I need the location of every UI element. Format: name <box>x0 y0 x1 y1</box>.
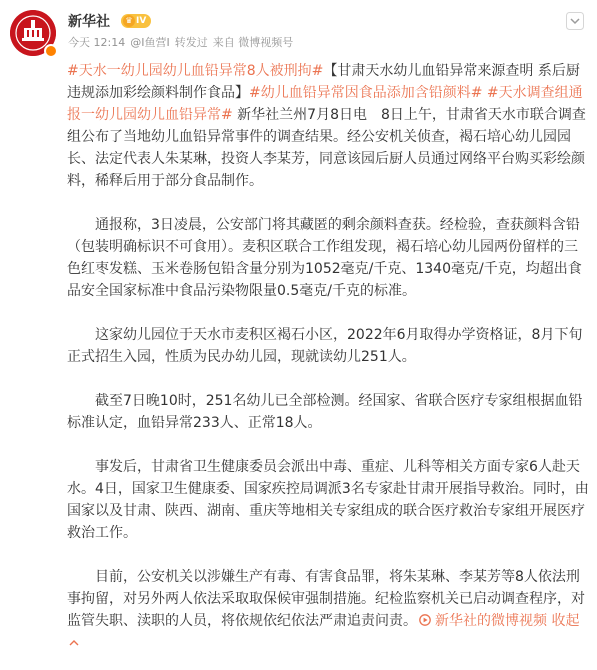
chevron-down-icon[interactable] <box>566 12 584 30</box>
post-source[interactable]: 来自 微博视频号 <box>212 36 294 49</box>
video-link-label: 新华社的微博视频 <box>435 613 547 629</box>
post-paragraph-6 <box>67 566 589 654</box>
post-paragraph-4 <box>67 390 589 434</box>
post-paragraph-4-text: 截至7日晚10时，251名幼儿已全部检测。经国家、省联合医疗专家组根据血铅标准认定，血铅异常233人、正常18人。 <box>67 393 583 431</box>
crown-icon: ♛ <box>123 15 135 27</box>
post-headline: 【甘肃天水幼儿血铅异常来源查明 系后厨违规添加彩绘颜料制作食品】 <box>67 63 580 101</box>
chevron-up-icon <box>69 639 79 647</box>
verified-badge-icon <box>44 44 58 58</box>
collapse-label: 收起 <box>551 613 580 629</box>
user-level-label: IV <box>136 16 147 26</box>
post-meta <box>68 36 298 50</box>
video-link[interactable] <box>417 613 547 629</box>
user-level-badge[interactable] <box>121 14 151 28</box>
repost-user[interactable]: I鱼营I <box>141 36 170 49</box>
post-paragraph-2-text: 通报称，3日凌晨，公安部门将其藏匿的剩余颜料查获。经检验，查获颜料含铅（包装明确标识不可食用）。麦积区联合工作组发现，褐石培心幼儿园两份留样的三色红枣发糕、玉米卷肠包铅含量分别为1052毫克/千克、1340毫克/千克，均超出食品安全国家标准中食品污染物限量0.5毫克/千克的标准。 <box>67 217 582 299</box>
hashtag-1[interactable]: #天水一幼儿园幼儿血铅异常8人被刑拘# <box>67 63 324 79</box>
author-name[interactable]: 新华社 <box>68 14 110 30</box>
post-paragraph-5 <box>67 456 589 544</box>
post-paragraph-3-text: 这家幼儿园位于天水市麦积区褐石小区，2022年6月取得办学资格证，8月下旬正式招生入园，性质为民办幼儿园，现就读幼儿251人。 <box>67 327 583 365</box>
post-header <box>0 0 597 62</box>
post-paragraph-1-text: 新华社兰州7月8日电 8日上午，甘肃省天水市联合调查组公布了当地幼儿血铅异常事件的调查结果。经公安机关侦查，褐石培心幼儿园园长、法定代表人朱某琳，投资人李某芳，同意该园后厨人员通过网络平台购买彩绘颜料，稀释后用于部分食品制作。 <box>67 107 586 189</box>
at-sign: @ <box>130 36 142 49</box>
post-paragraph-5-text: 事发后，甘肃省卫生健康委员会派出中毒、重症、儿科等相关方面专家6人赴天水。4日，国家卫生健康委、国家疾控局调派3名专家赴甘肃开展指导救治。同时，由国家以及甘肃、陕西、湖南、重庆等地相关专家组成的联合医疗救治专家组开展医疗救治工作。 <box>67 459 589 541</box>
post-body <box>67 60 589 654</box>
post-paragraph-6-text: 目前，公安机关以涉嫌生产有毒、有害食品罪，将朱某琳、李某芳等8人依法刑事拘留，对另外两人依法采取取保候审强制措施。纪检监察机关已启动调查程序，对监管失职、渎职的人员，将依规依纪依法严肃追责问责。 <box>67 569 585 629</box>
video-play-icon <box>419 614 433 626</box>
post-paragraph-3 <box>67 324 589 368</box>
post-paragraph-1 <box>67 60 589 192</box>
post-paragraph-2 <box>67 214 589 302</box>
hashtag-3[interactable]: #天水调查组通报一幼儿园幼儿血铅异常# <box>67 85 583 123</box>
hashtag-2[interactable]: #幼儿血铅异常因食品添加含铅颜料# <box>249 85 483 101</box>
post-time[interactable]: 今天 12:14 <box>68 36 126 49</box>
repost-label: 转发过 <box>174 36 208 49</box>
